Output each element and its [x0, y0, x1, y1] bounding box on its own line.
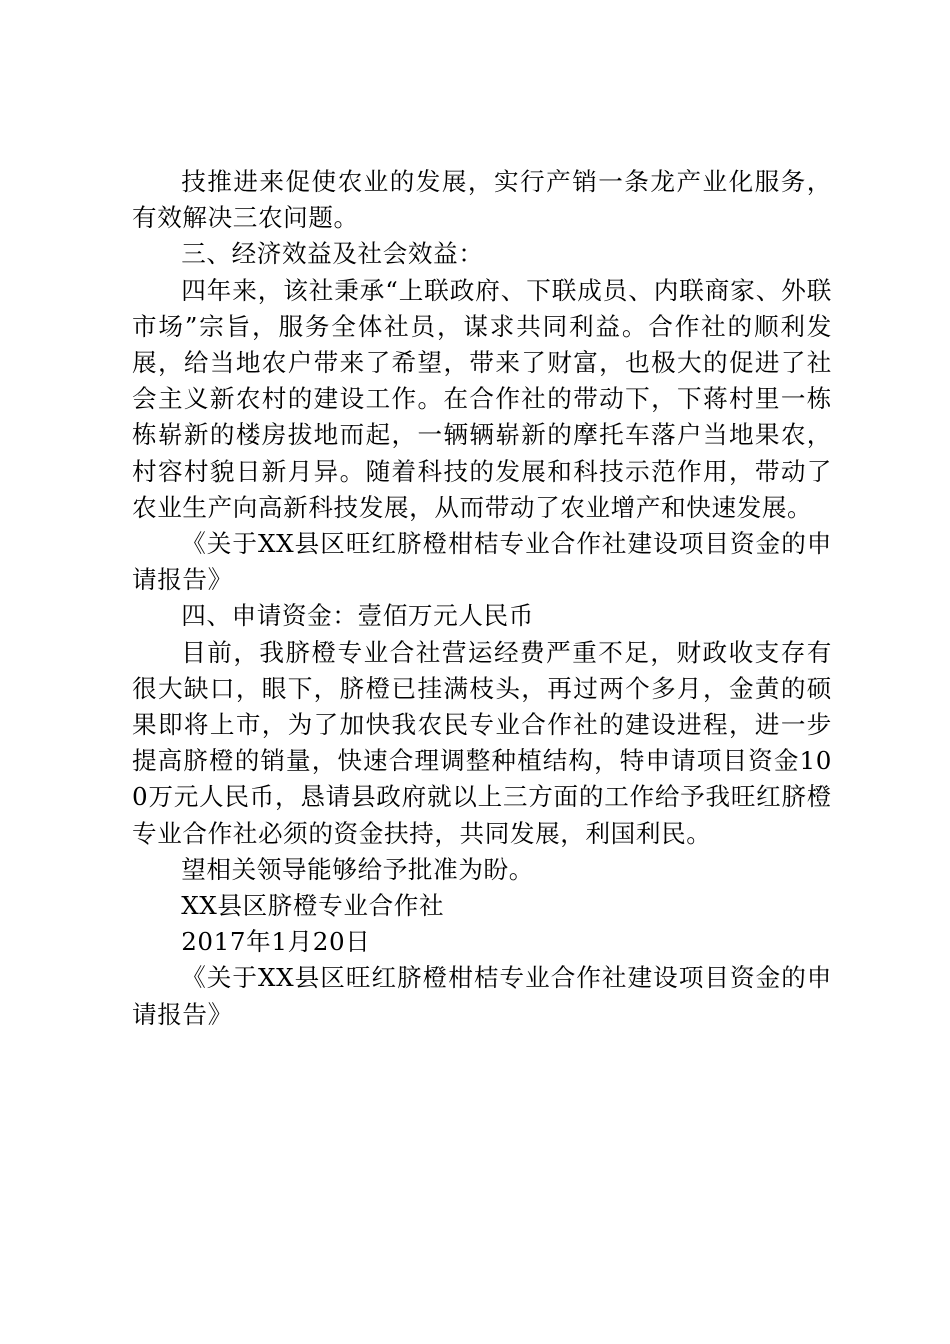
paragraph-funding: 目前，我脐橙专业合社营运经费严重不足，财政收支存有很大缺口，眼下，脐橙已挂满枝头，再过两个多月，金黄的硕果即将上市，为了加快我农民专业合作社的建设进程，进一步提高脐橙的销量，快速合理调整种植结构，特申请项目资金100万元人民币，恳请县政府就以上三方面的工作给予我旺红脐橙专业合作社必须的资金扶持，共同发展，利国利民。 [132, 637, 832, 848]
document-body [132, 164, 832, 1033]
report-title-reference-footer: 《关于XX县区旺红脐橙柑桔专业合作社建设项目资金的申请报告》 [132, 963, 832, 1029]
paragraph-continuation: 技推进来促使农业的发展，实行产销一条龙产业化服务，有效解决三农问题。 [132, 167, 832, 233]
section-heading-funding: 四、申请资金：壹佰万元人民币 [181, 601, 534, 631]
closing-request: 望相关领导能够给予批准为盼。 [181, 854, 534, 884]
signature-organization: XX县区脐橙专业合作社 [181, 891, 445, 921]
section-heading-benefits: 三、经济效益及社会效益： [181, 239, 484, 269]
signature-date: 2017年1月20日 [181, 927, 371, 957]
paragraph-benefits: 四年来，该社秉承“上联政府、下联成员、内联商家、外联市场”宗旨，服务全体社员，谋求共同利益。合作社的顺利发展，给当地农户带来了希望，带来了财富，也极大的促进了社会主义新农村的建设工作。在合作社的带动下，下蒋村里一栋栋崭新的楼房拔地而起，一辆辆崭新的摩托车落户当地果农，村容村貌日新月异。随着科技的发展和科技示范作用，带动了农业生产向高新科技发展，从而带动了农业增产和快速发展。 [132, 275, 832, 522]
report-title-reference: 《关于XX县区旺红脐橙柑桔专业合作社建设项目资金的申请报告》 [132, 529, 832, 595]
